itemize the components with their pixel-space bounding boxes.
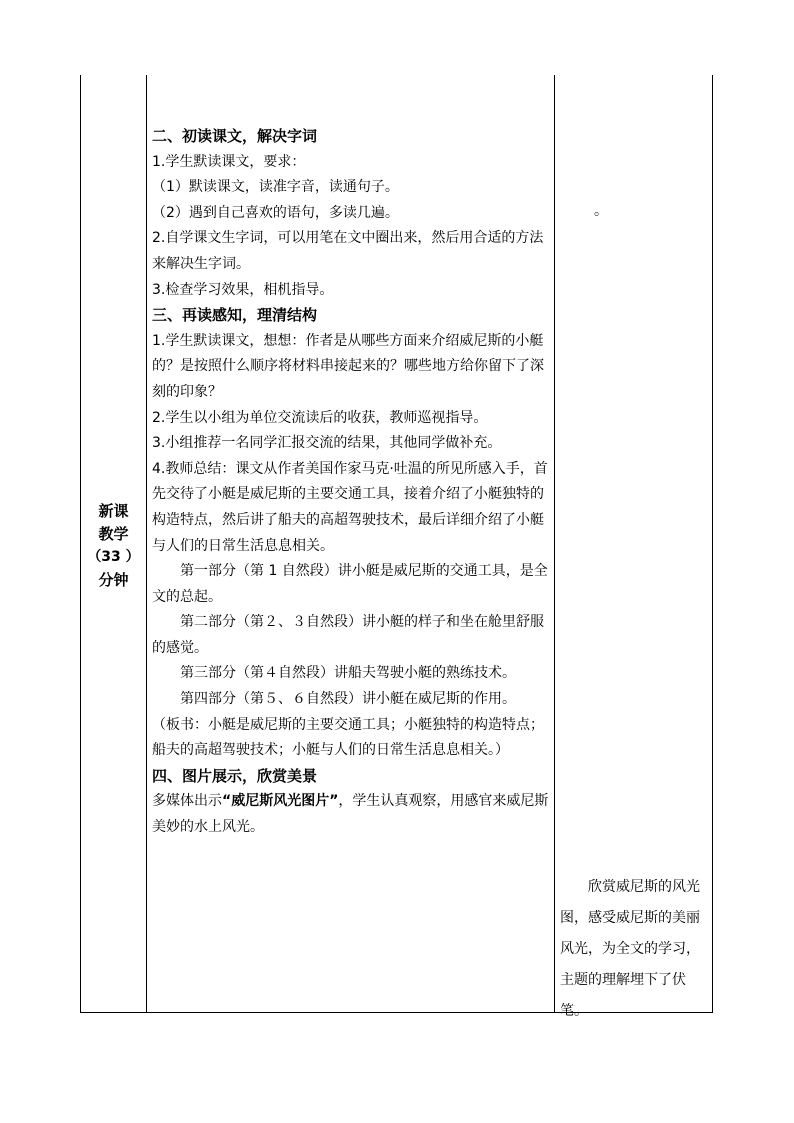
table-divider-1 bbox=[146, 75, 147, 1013]
s4-text-pre: 多媒体出示 bbox=[152, 793, 222, 810]
s2-paragraph-2: （1）默读课文，读准字音，读通句子。 bbox=[152, 179, 399, 196]
section-2-title: 二、初读课文，解决字词 bbox=[152, 127, 318, 145]
s3-part-2: 第二部分（第２、３自然段）讲小艇的样子和坐在舱里舒服的感觉。 bbox=[152, 614, 544, 656]
label-line-3: （33 ） bbox=[87, 549, 140, 565]
note-dot: 。 bbox=[594, 203, 608, 219]
s4-text-post: ，学生认真观察，用感官来威尼斯美妙的水上风光。 bbox=[152, 793, 549, 836]
table-divider-2 bbox=[554, 75, 555, 1013]
label-line-4: 分钟 bbox=[98, 571, 129, 589]
label-line-2: 教学 bbox=[98, 525, 129, 543]
s2-paragraph-5: 3.检查学习效果，相机指导。 bbox=[152, 281, 334, 298]
s2-paragraph-3: （2）遇到自己喜欢的语句，多读几遍。 bbox=[152, 204, 399, 221]
s3-board-notes: （板书：小艇是威尼斯的主要交通工具；小艇独特的构造特点；船夫的高超驾驶技术；小艇与人们的日常生活息息相关。） bbox=[152, 716, 544, 759]
s3-paragraph-1: 1.学生默读课文，想想：作者是从哪些方面来介绍威尼斯的小艇的？是按照什么顺序将材料串接起来的？哪些地方给你留下了深刻的印象？ bbox=[152, 332, 544, 400]
s4-text-bold: “威尼斯风光图片” bbox=[222, 793, 339, 810]
section-4-title: 四、图片展示，欣赏美景 bbox=[152, 766, 318, 785]
table-border-right bbox=[712, 75, 713, 1013]
s3-paragraph-3: 3.小组推荐一名同学汇报交流的结果，其他同学做补充。 bbox=[152, 435, 502, 452]
s3-part-4: 第四部分（第５、６自然段）讲小艇在威尼斯的作用。 bbox=[180, 691, 516, 708]
label-line-1: 新课 bbox=[98, 502, 129, 520]
s3-paragraph-2: 2.学生以小组为单位交流读后的收获，教师巡视指导。 bbox=[152, 409, 488, 426]
s2-paragraph-4: 2.自学课文生字词，可以用笔在文中圈出来，然后用合适的方法来解决生字词。 bbox=[152, 230, 544, 272]
section-label bbox=[81, 500, 146, 592]
s3-paragraph-4: 4.教师总结：课文从作者美国作家马克·吐温的所见所感入手，首先交待了小艇是威尼斯的主要交通工具，接着介绍了小艇独特的构造特点，然后讲了船夫的高超驾驶技术，最后详细介绍了小艇与人们的日常生活息息相关。 bbox=[152, 460, 548, 554]
section-3-title: 三、再读感知，理清结构 bbox=[152, 306, 318, 325]
design-note-text: 欣赏威尼斯的风光图，感受威尼斯的美丽风光，为全文的学习，主题的理解埋下了伏笔。 bbox=[560, 879, 700, 1019]
design-note bbox=[560, 872, 708, 1027]
lesson-content bbox=[152, 124, 554, 841]
s4-paragraph bbox=[152, 789, 554, 840]
s2-paragraph-1: 1.学生默读课文，要求： bbox=[152, 153, 306, 170]
s3-part-1: 第一部分（第 1 自然段）讲小艇是威尼斯的交通工具，是全文的总起。 bbox=[152, 563, 548, 605]
s3-part-3: 第三部分（第４自然段）讲船夫驾驶小艇的熟练技术。 bbox=[180, 665, 516, 682]
